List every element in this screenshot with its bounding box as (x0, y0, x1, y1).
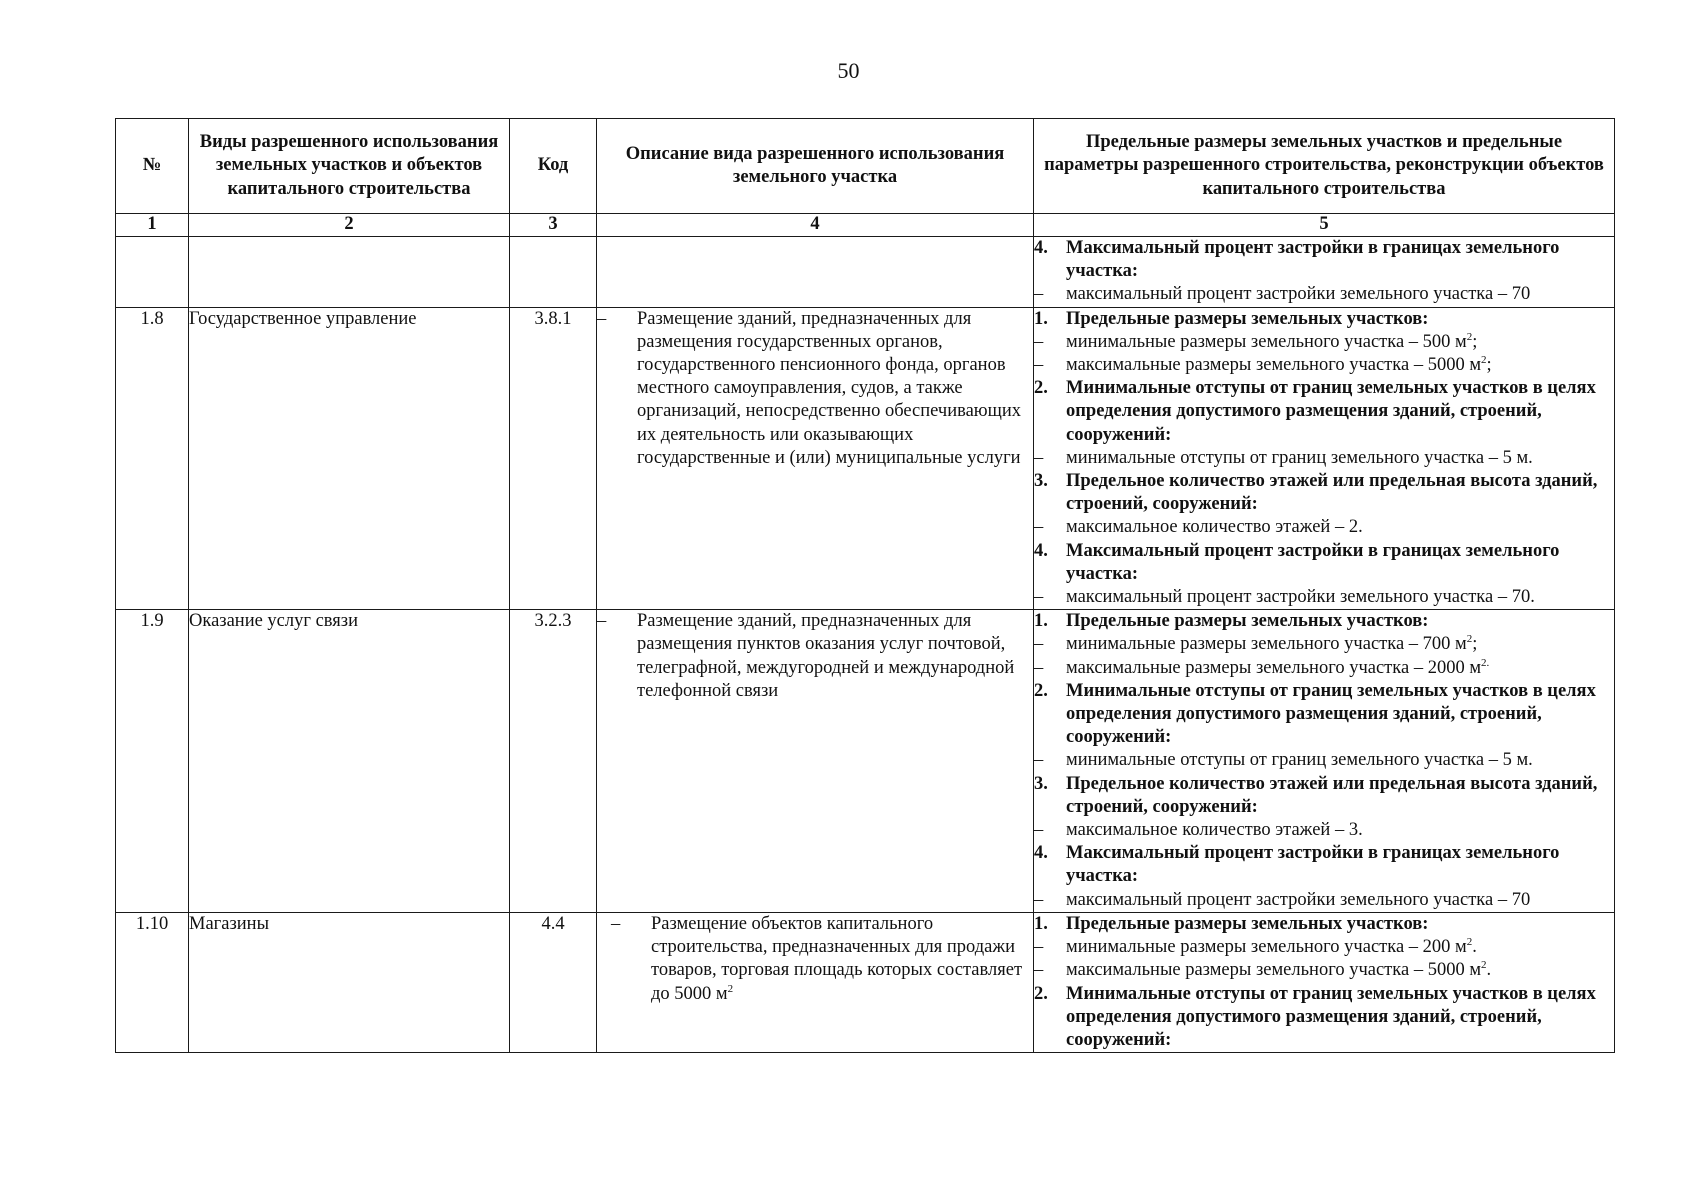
text: Предельное количество этажей или предельная высота зданий, строений, сооружений: (1066, 773, 1598, 817)
parameter-item (1034, 283, 1614, 306)
header-description: Описание вида разрешенного использования земельного участка (597, 119, 1034, 214)
text: минимальные размеры земельного участка – 700 $м^2$; (1066, 633, 1478, 655)
list-marker: 4. (1034, 238, 1048, 258)
parameter-item (1034, 749, 1614, 772)
header-parameters: Предельные размеры земельных участков и предельные параметры разрешенного строительства, реконструкции объектов капитального строительства (1034, 119, 1615, 214)
text: минимальные отступы от границ земельного участка – 5 м. (1066, 447, 1533, 468)
table-row (116, 237, 1615, 308)
header-no: № (116, 119, 189, 214)
list-marker: – (1034, 331, 1044, 352)
regulations-table (115, 118, 1615, 1053)
use-type-name: Государственное управление (189, 307, 510, 610)
parameter-heading (1034, 470, 1614, 516)
text: Размещение зданий, предназначенных для размещения государственных органов, государственного пенсионного фонда, органов местного самоуправления, судов, а также организаций, непосредственно обеспечивающих их деятельность или оказывающих государственные и (или) муниципальные услуги (637, 308, 1022, 468)
text: Максимальный процент застройки в границах земельного участка: (1066, 540, 1560, 584)
list-marker: – (1034, 657, 1044, 678)
parameter-item (1034, 516, 1614, 539)
parameter-item (1034, 959, 1614, 982)
parameter-heading (1034, 610, 1614, 633)
table-row (116, 912, 1615, 1052)
parameters-list (1034, 237, 1614, 307)
use-type-code (510, 237, 597, 308)
list-marker: 2. (1034, 378, 1048, 399)
superscript: 2 (727, 982, 734, 995)
parameter-heading (1034, 237, 1614, 283)
list-marker: – (1034, 750, 1044, 771)
superscript: 2 (1466, 330, 1473, 343)
parameter-heading (1034, 540, 1614, 586)
list-marker: – (1034, 355, 1044, 376)
text: Размещение зданий, предназначенных для размещения пунктов оказания услуг почтовой, телеграфной, междугородней и международной телефонной связи (637, 611, 1015, 701)
parameters-cell (1034, 610, 1615, 913)
superscript: 2 (1481, 959, 1487, 972)
dash-marker: – (597, 611, 607, 632)
parameter-item (1034, 819, 1614, 842)
parameter-item (1034, 657, 1614, 680)
dash-marker: – (611, 913, 621, 934)
header-code: Код (510, 119, 597, 214)
list-marker: – (1034, 960, 1044, 981)
row-number: 1.8 (116, 307, 189, 610)
list-marker: – (1034, 447, 1044, 468)
text: Минимальные отступы от границ земельных участков в целях определения допустимого размещения зданий, строений, сооружений: (1066, 680, 1596, 748)
page-number: 50 (837, 58, 860, 83)
use-description (597, 912, 1034, 1052)
parameter-heading (1034, 773, 1614, 819)
parameter-heading (1034, 983, 1614, 1053)
row-number (116, 237, 189, 308)
list-marker: 1. (1034, 308, 1048, 329)
use-description (597, 237, 1034, 308)
column-number: 4 (597, 214, 1034, 237)
list-marker: 3. (1034, 471, 1048, 492)
text: Максимальный процент застройки в границах земельного участка: (1066, 843, 1560, 887)
row-number: 1.9 (116, 610, 189, 913)
use-type-code: 3.2.3 (510, 610, 597, 913)
text: минимальные размеры земельного участка – 500 $м^2$; (1066, 330, 1478, 352)
parameters-cell (1034, 912, 1615, 1052)
parameters-list (1034, 308, 1614, 610)
text: Максимальный процент застройки в границах земельного участка: (1066, 238, 1560, 282)
list-marker: 3. (1034, 773, 1048, 794)
list-marker: – (1034, 517, 1044, 538)
parameter-heading (1034, 377, 1614, 447)
list-marker: 1. (1034, 611, 1048, 632)
table-body (116, 237, 1615, 1053)
text: максимальное количество этажей – 2. (1066, 517, 1363, 538)
use-type-name: Магазины (189, 912, 510, 1052)
list-marker: – (1034, 284, 1044, 305)
parameter-item (1034, 447, 1614, 470)
parameter-item (1034, 331, 1614, 354)
list-marker: 2. (1034, 680, 1048, 701)
parameter-item (1034, 936, 1614, 959)
text: Размещение объектов капитального строительства, предназначенных для продажи товаров, торговая площадь которых составляет до 5000 $м^2$ (651, 913, 1023, 1004)
superscript: 2 (1481, 353, 1487, 366)
column-number: 5 (1034, 214, 1615, 237)
text: минимальные размеры земельного участка – 200 $м^2$. (1066, 935, 1477, 958)
use-type-code: 3.8.1 (510, 307, 597, 610)
column-number: 2 (189, 214, 510, 237)
text: минимальные отступы от границ земельного участка – 5 м. (1066, 750, 1533, 771)
parameters-cell (1034, 237, 1615, 308)
list-marker: 4. (1034, 843, 1048, 864)
text: максимальный процент застройки земельного участка – 70 (1066, 284, 1531, 305)
description-item (597, 308, 1033, 470)
list-marker: – (1034, 937, 1044, 958)
text: Минимальные отступы от границ земельных участков в целях определения допустимого размещения зданий, строений, сооружений: (1066, 983, 1596, 1050)
list-marker: – (1034, 889, 1044, 910)
parameters-list (1034, 610, 1614, 912)
text: Минимальные отступы от границ земельных участков в целях определения допустимого размещения зданий, строений, сооружений: (1066, 378, 1596, 445)
parameters-cell (1034, 307, 1615, 610)
text: максимальные размеры земельного участка – 5000 $м^2$; (1066, 353, 1492, 376)
list-marker: – (1034, 587, 1044, 608)
text: Предельные размеры земельных участков: (1066, 611, 1429, 632)
row-number: 1.10 (116, 912, 189, 1052)
header-row (116, 119, 1615, 214)
text: Предельное количество этажей или предельная высота зданий, строений, сооружений: (1066, 471, 1598, 515)
table-row (116, 307, 1615, 610)
text: Предельные размеры земельных участков: (1066, 913, 1429, 934)
column-number-row (116, 214, 1615, 237)
text: максимальные размеры земельного участка – 5000 $м^2$. (1066, 959, 1492, 981)
description-item (597, 610, 1033, 703)
use-description (597, 610, 1034, 913)
superscript: 2 (1466, 935, 1473, 948)
use-type-name: Оказание услуг связи (189, 610, 510, 913)
parameter-heading (1034, 842, 1614, 888)
column-number: 3 (510, 214, 597, 237)
list-marker: – (1034, 820, 1044, 841)
column-number: 1 (116, 214, 189, 237)
use-description (597, 307, 1034, 610)
table-row (116, 610, 1615, 913)
use-type-code: 4.4 (510, 912, 597, 1052)
superscript: 2 (1466, 633, 1473, 646)
text: максимальный процент застройки земельного участка – 70 (1066, 889, 1531, 910)
text: Предельные размеры земельных участков: (1066, 308, 1429, 329)
parameter-item (1034, 889, 1614, 912)
text: максимальное количество этажей – 3. (1066, 820, 1363, 841)
dash-marker: – (597, 308, 607, 329)
parameters-list (1034, 913, 1614, 1052)
parameter-item (1034, 633, 1614, 656)
parameter-heading (1034, 680, 1614, 750)
parameter-item (1034, 354, 1614, 377)
superscript: 2. (1481, 656, 1490, 669)
list-marker: – (1034, 634, 1044, 655)
text: максимальный процент застройки земельного участка – 70. (1066, 587, 1535, 608)
list-marker: 2. (1034, 983, 1048, 1004)
parameter-item (1034, 586, 1614, 609)
header-use-type: Виды разрешенного использования земельных участков и объектов капитального строительства (189, 119, 510, 214)
list-marker: 1. (1034, 913, 1048, 934)
text: максимальные размеры земельного участка – 2000 $м^{2.}$ (1066, 656, 1490, 678)
use-type-name (189, 237, 510, 308)
parameter-heading (1034, 913, 1614, 936)
description-item (597, 913, 1033, 1006)
list-marker: 4. (1034, 540, 1048, 561)
parameter-heading (1034, 308, 1614, 331)
